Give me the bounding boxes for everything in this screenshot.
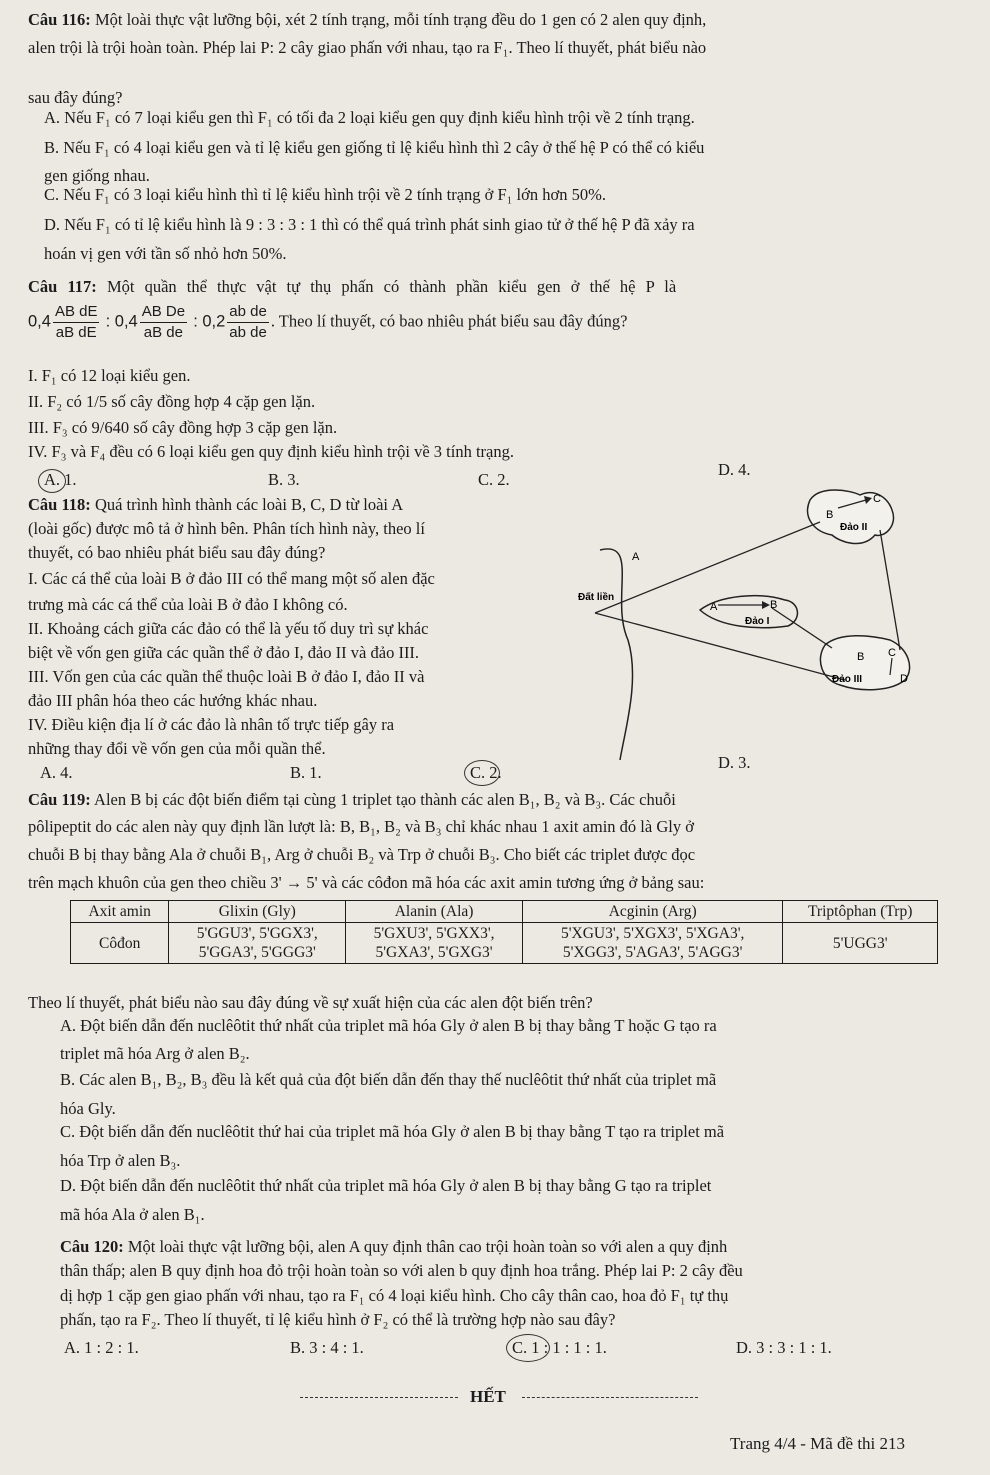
q118-statement-2: II. Khoảng cách giữa các đảo có thể là yếu tố duy trì sự khác	[28, 619, 429, 638]
q116-line2: alen trội là trội hoàn toàn. Phép lai P: 2 cây giao phấn với nhau, tạo ra F₁. Theo lí thuyết, phát biểu nào	[28, 38, 707, 57]
q119-question: Theo lí thuyết, phát biểu nào sau đây đúng về sự xuất hiện của các alen đột biến trên?	[28, 993, 593, 1012]
q119-line1: Câu 119: Alen B bị các đột biến điểm tại cùng 1 triplet tạo thành các alen B₁, B₂ và B₃. Các chuỗi	[28, 790, 676, 809]
handwritten-circle-mark	[38, 469, 66, 493]
q118-option-b: B. 1.	[290, 763, 322, 782]
fraction-1: $\frac{\text{AB dE}}{\text{aB dE}}$	[54, 303, 98, 341]
table-header-cell: Triptôphan (Trp)	[783, 901, 938, 923]
q120-option-c: C. 1 : 1 : 1 : 1.	[512, 1338, 607, 1357]
table-header-cell: Axit amin	[71, 901, 169, 923]
q118-statement-3: III. Vốn gen của các quần thể thuộc loài B ở đảo I, đảo II và	[28, 667, 425, 686]
q119-option-b: B. Các alen B₁, B₂, B₃ đều là kết quả của đột biến dẫn đến thay thế nuclêôtit thứ nhất của triplet mã	[60, 1070, 717, 1089]
table-row	[71, 923, 938, 964]
label-mainland: Đất liền	[578, 592, 615, 603]
q116-option-c: C. Nếu F₁ có 3 loại kiểu hình thì tỉ lệ kiểu hình trội về 2 tính trạng ở F₁ lớn hơn 50%.	[44, 185, 606, 204]
label-species-b-1: B	[770, 599, 778, 611]
label-species-c-2: C	[888, 647, 896, 659]
q118-line3: thuyết, có bao nhiêu phát biểu sau đây đúng?	[28, 543, 326, 562]
end-marker: HẾT	[470, 1387, 506, 1406]
q117-genotypes: 0,4 $\frac{\text{AB dE}}{\text{aB dE}}$ : 0,4 $\frac{\text{AB De}}{\text{aB de}}$ : 0,2 $\frac{\text{ab de}}{\text{ab de}}$ . Theo lí thuyết, có bao nhiêu phát biểu sau đây đúng?	[28, 303, 628, 341]
q118-statement-2-cont: biệt về vốn gen giữa các quần thể ở đảo I, đảo II và đảo III.	[28, 643, 420, 662]
fraction-2: $\frac{\text{AB De}}{\text{aB de}}$	[141, 303, 186, 341]
q118-statement-4-cont: những thay đổi về vốn gen của mỗi quần thể.	[28, 739, 326, 758]
table-cell: 5'GXU3', 5'GXX3', 5'GXA3', 5'GXG3'	[346, 923, 523, 964]
label-species-b-2: B	[826, 509, 834, 521]
q117-option-d: D. 4.	[718, 460, 751, 479]
q119-option-a-cont: triplet mã hóa Arg ở alen B₂.	[60, 1044, 250, 1063]
q116-option-d: D. Nếu F₁ có tỉ lệ kiểu hình là 9 : 3 : 3 : 1 thì có thể quá trình phát sinh giao tử ở thế hệ P đã xảy ra	[44, 215, 695, 234]
q120-line3: dị hợp 1 cặp gen giao phấn với nhau, tạo ra F₁ có 4 loại kiểu hình. Cho cây thân cao, hoa đỏ F₁ tự thụ	[60, 1286, 729, 1305]
q116-option-d-cont: hoán vị gen với tần số nhỏ hơn 50%.	[44, 244, 287, 263]
end-divider-left	[300, 1397, 458, 1398]
mainland-coast	[600, 549, 633, 760]
q116-option-b-cont: gen giống nhau.	[44, 166, 150, 185]
table-cell: 5'GGU3', 5'GGX3', 5'GGA3', 5'GGG3'	[169, 923, 346, 964]
q118-option-c: C. 2.	[470, 763, 502, 782]
q117-statement-2: II. F₂ có 1/5 số cây đồng hợp 4 cặp gen lặn.	[28, 392, 316, 411]
q118-line2: (loài gốc) được mô tả ở hình bên. Phân tích hình này, theo lí	[28, 519, 425, 538]
q116-line3: sau đây đúng?	[28, 88, 123, 107]
q120-line4: phấn, tạo ra F₂. Theo lí thuyết, tỉ lệ kiểu hình ở F₂ có thể là trường hợp nào sau đây?	[60, 1310, 616, 1329]
q118-statement-1-cont: trưng mà các cá thể của loài B ở đảo I không có.	[28, 595, 348, 614]
table-cell: 5'UGG3'	[783, 923, 938, 964]
label-island-3: Đảo III	[832, 674, 863, 685]
q119-line3: chuỗi B bị thay bằng Ala ở chuỗi B₁, Arg ở chuỗi B₂ và Trp ở chuỗi B₃. Cho biết các triplet được đọc	[28, 845, 696, 864]
handwritten-circle-mark	[464, 760, 500, 786]
fraction-3: $\frac{\text{ab de}}{\text{ab de}}$	[229, 303, 267, 341]
table-cell: 5'XGU3', 5'XGX3', 5'XGA3', 5'XGG3', 5'AGA3', 5'AGG3'	[522, 923, 782, 964]
q120-option-a: A. 1 : 2 : 1.	[64, 1338, 139, 1357]
q117-statement-3: III. F₃ có 9/640 số cây đồng hợp 3 cặp gen lặn.	[28, 418, 338, 437]
label-species-a-1: A	[632, 551, 640, 563]
q119-option-c-cont: hóa Trp ở alen B₃.	[60, 1151, 181, 1170]
label-island-1: Đảo I	[745, 616, 770, 627]
label-species-b-3: B	[857, 651, 865, 663]
q117-option-c: C. 2.	[478, 470, 510, 489]
label-species-c-1: C	[873, 493, 881, 505]
page-footer: Trang 4/4 - Mã đề thi 213	[730, 1434, 906, 1453]
q117-statement-1: I. F₁ có 12 loại kiểu gen.	[28, 366, 191, 385]
speciation-map	[570, 480, 970, 770]
table-header-cell: Alanin (Ala)	[346, 901, 523, 923]
q117-option-a: A. 1.	[44, 470, 77, 489]
label-species-a-2: A	[710, 601, 718, 613]
q117-statement-4: IV. F₃ và F₄ đều có 6 loại kiểu gen quy định kiểu hình trội về 3 tính trạng.	[28, 442, 514, 461]
handwritten-circle-mark	[506, 1334, 550, 1362]
codon-table	[70, 900, 938, 964]
label-island-2: Đảo II	[840, 522, 868, 533]
table-cell: Côđon	[71, 923, 169, 964]
q119-line2: pôlipeptit do các alen này quy định lần lượt là: B, B₁, B₂ và B₃ chỉ khác nhau 1 axit amin đó là Gly ở	[28, 817, 694, 836]
q118-statement-4: IV. Điều kiện địa lí ở các đảo là nhân tố trực tiếp gây ra	[28, 715, 395, 734]
q118-line1: Câu 118: Quá trình hình thành các loài B, C, D từ loài A	[28, 495, 404, 514]
q120-line1: Câu 120: Một loài thực vật lưỡng bội, alen A quy định thân cao trội hoàn toàn so với alen a quy định	[60, 1237, 728, 1256]
q119-option-d-cont: mã hóa Ala ở alen B₁.	[60, 1205, 205, 1224]
q116-option-b: B. Nếu F₁ có 4 loại kiểu gen và tỉ lệ kiểu gen giống tỉ lệ kiểu hình thì 2 cây ở thế hệ P có thể có kiểu	[44, 138, 705, 157]
q118-statement-3-cont: đảo III phân hóa theo các hướng khác nhau.	[28, 691, 318, 710]
q119-option-d: D. Đột biến dẫn đến nuclêôtit thứ nhất của triplet mã hóa Gly ở alen B bị thay bằng G tạo ra triplet	[60, 1176, 712, 1195]
q119-option-a: A. Đột biến dẫn đến nuclêôtit thứ nhất của triplet mã hóa Gly ở alen B bị thay bằng T hoặc G tạo ra	[60, 1016, 717, 1035]
table-header-cell: Glixin (Gly)	[169, 901, 346, 923]
q119-option-c: C. Đột biến dẫn đến nuclêôtit thứ hai của triplet mã hóa Gly ở alen B bị thay bằng T tạo ra triplet mã	[60, 1122, 725, 1141]
q118-option-d: D. 3.	[718, 753, 751, 772]
q119-option-b-cont: hóa Gly.	[60, 1099, 116, 1118]
q120-option-d: D. 3 : 3 : 1 : 1.	[736, 1338, 832, 1357]
q120-option-b: B. 3 : 4 : 1.	[290, 1338, 364, 1357]
q120-line2: thân thấp; alen B quy định hoa đỏ trội hoàn toàn so với alen b quy định hoa trắng. Phép lai P: 2 cây đều	[60, 1261, 743, 1280]
q116-option-a: A. Nếu F₁ có 7 loại kiểu gen thì F₁ có tối đa 2 loại kiểu gen quy định kiểu hình trội về 2 tính trạng.	[44, 108, 695, 127]
end-divider-right	[522, 1397, 698, 1398]
label-species-d: D	[900, 673, 908, 685]
table-header-row	[71, 901, 938, 923]
q117-line1: Câu 117: Một quần thể thực vật tự thụ phấn có thành phần kiểu gen ở thế hệ P là	[28, 277, 677, 296]
q117-option-b: B. 3.	[268, 470, 300, 489]
q116-line1: Câu 116: Một loài thực vật lưỡng bội, xét 2 tính trạng, mỗi tính trạng đều do 1 gen có 2 alen quy định,	[28, 10, 707, 29]
q119-line4: trên mạch khuôn của gen theo chiều 3' → 5' và các côđon mã hóa các axit amin tương ứng ở bảng sau:	[28, 873, 705, 892]
q118-statement-1: I. Các cá thể của loài B ở đảo III có thể mang một số alen đặc	[28, 569, 435, 588]
table-header-cell: Acginin (Arg)	[522, 901, 782, 923]
q118-option-a: A. 4.	[40, 763, 73, 782]
